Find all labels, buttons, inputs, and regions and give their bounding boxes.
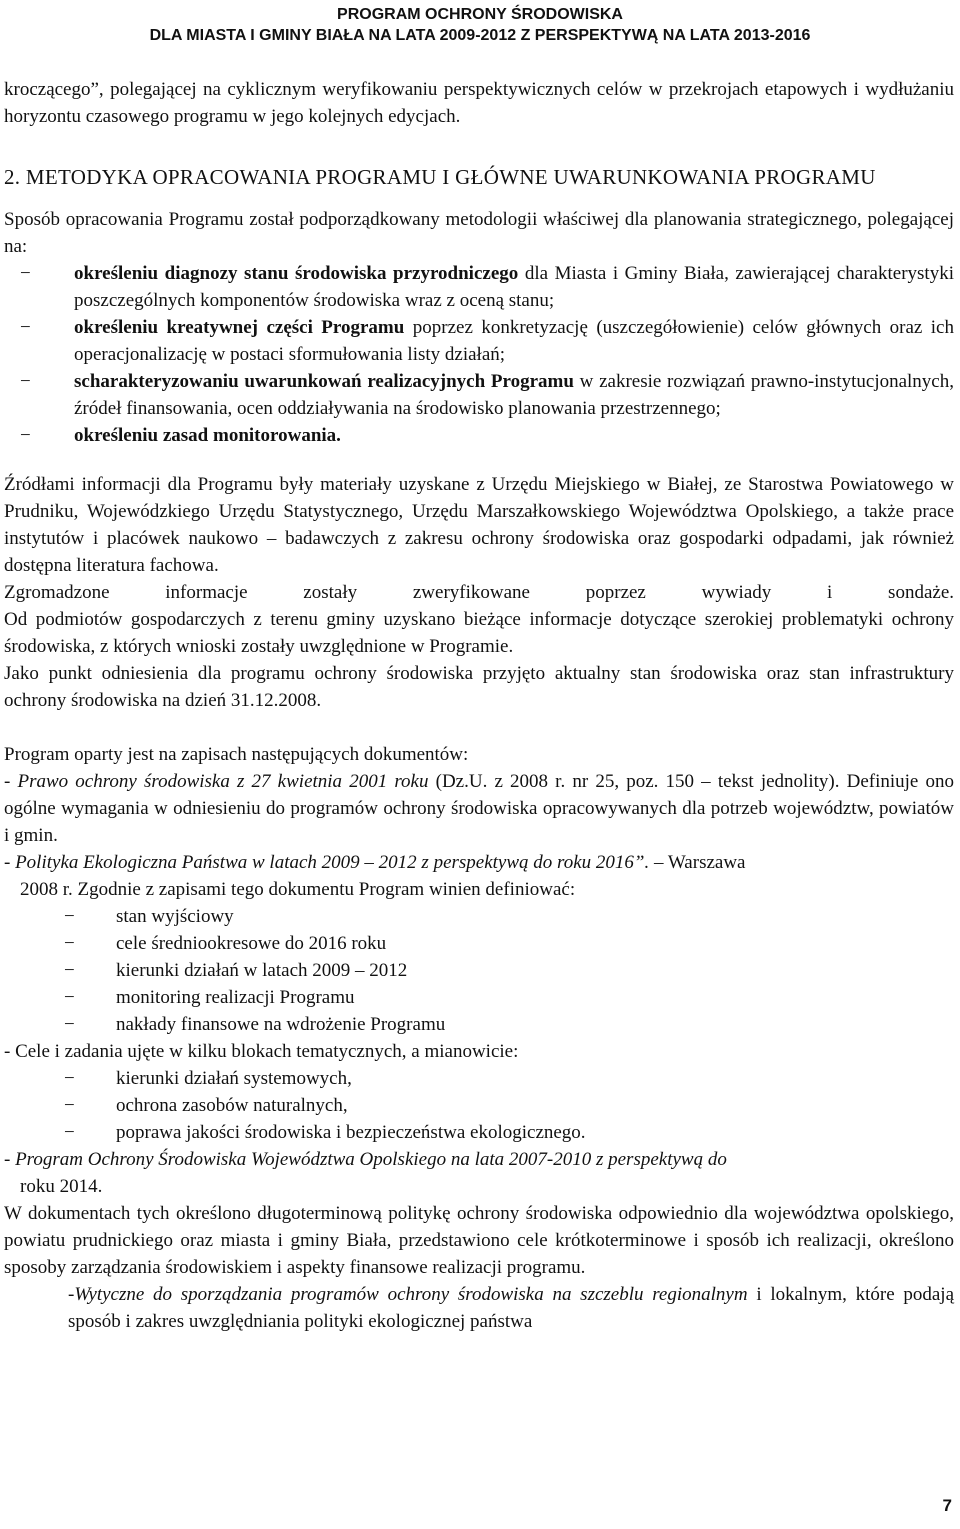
list-item: − kierunki działań systemowych, xyxy=(4,1065,954,1092)
sources-paragraph: Od podmiotów gospodarczych z terenu gminy uzyskano bieżące informacje dotyczące szerokiej problematyki ochrony środowiska, z których wnioski zostały uwzględnione w Programie. xyxy=(4,609,954,657)
list-item-bold: określeniu zasad monitorowania. xyxy=(74,425,341,446)
list-item xyxy=(4,314,954,368)
list-item-bold: scharakteryzowaniu uwarunkowań realizacyjnych Programu xyxy=(74,371,574,392)
list-item: − cele średniookresowe do 2016 roku xyxy=(4,930,954,957)
header-subtitle: DLA MIASTA I GMINY BIAŁA NA LATA 2009-2012 Z PERSPEKTYWĄ NA LATA 2013-2016 xyxy=(149,27,811,44)
goals-lead: - Cele i zadania ujęte w kilku blokach tematycznych, a mianowicie: xyxy=(4,1041,519,1062)
document-entry: -Wytyczne do sporządzania programów ochrony środowiska na szczeblu regionalnym i lokalnym, które podają sposób i zakres uwzględniania polityki ekologicznej państwa xyxy=(68,1284,955,1332)
document-entry-cont: roku 2014. xyxy=(20,1176,103,1197)
document-entry-cont: 2008 r. Zgodnie z zapisami tego dokumentu Program winien definiować: xyxy=(20,879,576,900)
document-title: Program Ochrony Środowiska Województwa Opolskiego na lata 2007-2010 z perspektywą do xyxy=(15,1149,727,1170)
section-lead: Sposób opracowania Programu został podporządkowany metodologii właściwej dla planowania strategicznego, polegającej na: xyxy=(4,209,954,257)
summary-paragraph: W dokumentach tych określono długoterminową politykę ochrony środowiska odpowiednio dla województwa opolskiego, powiatu prudnickiego oraz miasta i gminy Biała, przedstawiono cele krótkoterminowe i sposób ich realizacji, określono sposoby zarządzania środowiskiem i aspekty finansowe realizacji programu. xyxy=(4,1203,954,1278)
page-number: 7 xyxy=(942,1496,952,1515)
list-item: − kierunki działań w latach 2009 – 2012 xyxy=(4,957,954,984)
document-title: -Wytyczne do sporządzania programów ochrony środowiska na szczeblu regionalnym xyxy=(68,1284,748,1305)
list-item xyxy=(4,368,954,422)
documents-lead: Program oparty jest na zapisach następujących dokumentów: xyxy=(4,744,469,765)
document-entry: - Prawo ochrony środowiska z 27 kwietnia 2001 roku (Dz.U. z 2008 r. nr 25, poz. 150 – tekst jednolity). Definiuje ono ogólne wymagania w odniesieniu do programów ochrony środowiska opracowywanych dla potrzeb województw, powiatów i gmin. xyxy=(4,771,955,846)
document-entry: - Program Ochrony Środowiska Województwa Opolskiego na lata 2007-2010 z perspektywą do xyxy=(4,1149,727,1170)
list-item-text: w zakresie rozwiązań prawno-instytucjonalnych, źródeł finansowania, ocen oddziaływania na środowisko planowania przestrzennego; xyxy=(74,371,954,419)
list-item: − poprawa jakości środowiska i bezpieczeństwa ekologicznego. xyxy=(4,1119,954,1146)
page-header xyxy=(0,4,960,46)
document-title: Polityka Ekologiczna Państwa w latach 2009 – 2012 z perspektywą do roku 2016”. xyxy=(15,852,650,873)
list-item: − ochrona zasobów naturalnych, xyxy=(4,1092,954,1119)
sources-paragraph: Zgromadzone informacje zostały zweryfikowane poprzez wywiady i sondaże. xyxy=(4,582,954,603)
document-title: Prawo ochrony środowiska z 27 kwietnia 2001 roku xyxy=(17,771,429,792)
header-title: PROGRAM OCHRONY ŚRODOWISKA xyxy=(337,6,623,23)
list-item: − monitoring realizacji Programu xyxy=(4,984,954,1011)
list-item-bold: określeniu kreatywnej części Programu xyxy=(74,317,405,338)
list-item: − nakłady finansowe na wdrożenie Programu xyxy=(4,1011,954,1038)
document-entry: - Polityka Ekologiczna Państwa w latach 2009 – 2012 z perspektywą do roku 2016”. – Warszawa xyxy=(4,852,746,873)
sources-paragraph: Źródłami informacji dla Programu były materiały uzyskane z Urzędu Miejskiego w Białej, ze Starostwa Powiatowego w Prudniku, Wojewódzkiego Urzędu Statystycznego, Urzędu Marszałkowskiego Województwa Opolskiego, a także prace instytutów i placówek naukowo – badawczych z zakresu ochrony środowiska oraz gospodarki odpadami, jak również dostępna literatura fachowa. xyxy=(4,474,954,576)
document-body xyxy=(4,76,954,1335)
intro-paragraph: kroczącego”, polegającej na cyklicznym weryfikowaniu perspektywicznych celów w przekrojach etapowych i wydłużaniu horyzontu czasowego programu w jego kolejnych edycjach. xyxy=(4,79,954,127)
list-item-text: poprzez konkretyzację (uszczegółowienie) celów głównych oraz ich operacjonalizację w postaci sformułowania listy działań; xyxy=(74,317,954,365)
list-item-bold: określeniu diagnozy stanu środowiska przyrodniczego xyxy=(74,263,519,284)
list-item xyxy=(4,422,954,449)
list-item xyxy=(4,260,954,314)
sources-paragraph: Jako punkt odniesienia dla programu ochrony środowiska przyjęto aktualny stan środowiska oraz stan infrastruktury ochrony środowiska na dzień 31.12.2008. xyxy=(4,663,954,711)
section-heading: 2. METODYKA OPRACOWANIA PROGRAMU I GŁÓWNE UWARUNKOWANIA PROGRAMU xyxy=(4,165,876,189)
list-item: − stan wyjściowy xyxy=(4,903,954,930)
list-item-text: dla Miasta i Gminy Biała, zawierającej charakterystyki poszczególnych komponentów środowiska wraz z oceną stanu; xyxy=(74,263,954,311)
